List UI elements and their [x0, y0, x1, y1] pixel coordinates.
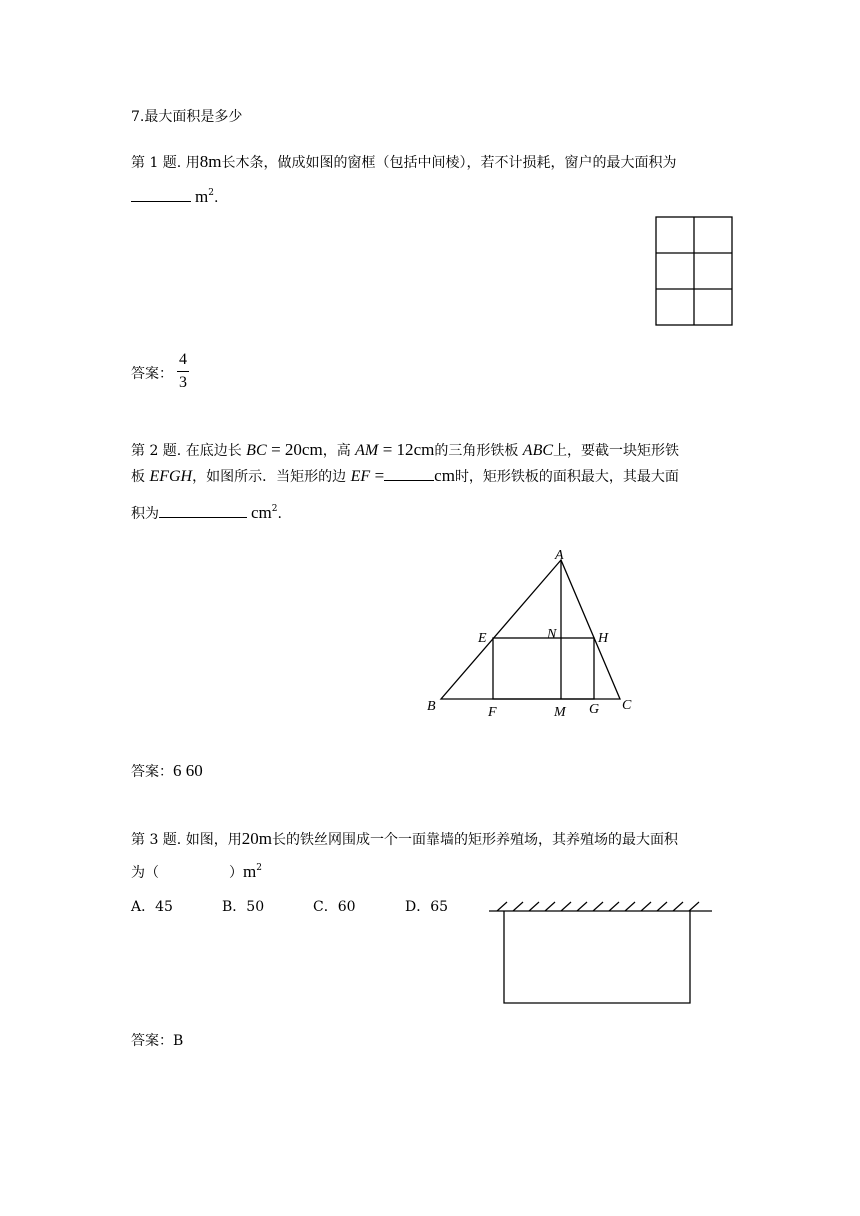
q2-abc: ABC: [522, 442, 554, 459]
q1-number: 第 1 题.: [131, 155, 182, 171]
q2-bc: BC: [246, 442, 267, 459]
q3-answer-value: B: [173, 1033, 184, 1049]
q3-answer: [131, 1031, 183, 1051]
q2-t8: 积为: [131, 506, 159, 522]
q2-number: 第 2 题.: [131, 443, 182, 459]
q3-line1: [131, 829, 678, 850]
q1-unit-exp: 2: [208, 188, 214, 198]
q2-answer-label: 答案：: [131, 764, 173, 780]
q2-ef-blank: [384, 466, 434, 481]
fence-wall-figure: [485, 898, 715, 1008]
q3-option-d: D．65: [405, 899, 449, 915]
window-frame-figure: [655, 216, 735, 329]
q2-cm4: cm: [251, 503, 272, 522]
q2-eq3: =: [374, 466, 385, 485]
rectangle-efgh: [493, 638, 594, 699]
q3-line2: [131, 862, 262, 883]
q2-line3: [131, 503, 282, 524]
fence-rectangle: [504, 911, 690, 1003]
q2-line1: [131, 440, 679, 461]
wall-hatching: [497, 902, 699, 911]
q2-end: .: [277, 506, 282, 522]
label-c: C: [622, 698, 632, 713]
q1-answer-blank: [131, 187, 191, 202]
q1-answer-fraction: [174, 351, 192, 392]
q3-option-c: C．60: [313, 899, 356, 915]
q1-text-b: 长木条，做成如图的窗框（包括中间棱），若不计损耗，窗户的最大面积为: [221, 155, 677, 171]
q2-efgh: EFGH: [149, 468, 193, 485]
q2-t3: 的三角形铁板: [434, 443, 519, 459]
q3-option-b: B．50: [222, 899, 265, 915]
q3-length-unit: m: [258, 829, 272, 848]
q2-cm3: cm: [434, 466, 455, 485]
q2-ef: EF: [350, 468, 371, 485]
label-h: H: [598, 631, 609, 646]
q3-t4: ）: [229, 865, 243, 881]
q3-option-a: A．45: [131, 899, 173, 915]
q1-answer-numerator: 4: [179, 351, 187, 368]
label-e: E: [478, 631, 487, 646]
q1-end: .: [213, 190, 219, 206]
q2-eq2: = 12: [382, 440, 414, 459]
q2-t5: 板: [131, 469, 145, 485]
q3-unit: m: [243, 862, 257, 881]
q1-line1: [131, 152, 676, 173]
label-a: A: [555, 548, 564, 563]
label-f: F: [488, 705, 497, 720]
label-n: N: [547, 627, 557, 642]
q2-cm2: cm: [413, 440, 435, 459]
q2-t6: ，如图所示．当矩形的边: [192, 469, 347, 485]
section-title: 7.最大面积是多少: [131, 109, 243, 125]
q3-unit-exp: 2: [256, 863, 262, 873]
q1-length: 8: [199, 152, 209, 171]
q2-cm1: cm: [301, 440, 323, 459]
fraction-bar: [177, 371, 189, 372]
q2-t4: 上，要截一块矩形铁: [553, 443, 680, 459]
q1-unit: m: [195, 187, 209, 206]
q2-t7: 时，矩形铁板的面积最大，其最大面: [454, 469, 679, 485]
q3-length: 20: [241, 829, 259, 848]
q1-answer-label: 答案：: [131, 366, 173, 382]
q2-line2: [131, 466, 679, 487]
q2-eq1: = 20: [271, 440, 302, 459]
q2-t1: 在底边长: [185, 443, 242, 459]
q1-text-a: 用: [185, 155, 200, 171]
q1-length-unit: m: [208, 152, 222, 171]
q2-am: AM: [355, 442, 379, 459]
q2-answer: [131, 761, 203, 782]
q2-t2: ，高: [322, 443, 351, 459]
q3-t3: 为（: [131, 865, 159, 881]
label-m: M: [554, 705, 566, 720]
triangle-abc: [441, 560, 620, 699]
q3-number: 第 3 题.: [131, 832, 182, 848]
triangle-figure: [420, 540, 640, 725]
label-b: B: [427, 699, 436, 714]
q2-answer-value: 6 60: [173, 761, 203, 780]
q2-unit-exp: 2: [271, 504, 278, 514]
q2-area-blank: [159, 503, 247, 518]
q3-t2: 长的铁丝网围成一个一面靠墙的矩形养殖场，其养殖场的最大面积: [271, 832, 678, 848]
q1-answer-denominator: 3: [179, 374, 187, 391]
q1-line2: [131, 187, 218, 208]
q3-t1: 如图，用: [185, 832, 242, 848]
q3-answer-label: 答案：: [131, 1033, 173, 1049]
label-g: G: [589, 702, 600, 717]
